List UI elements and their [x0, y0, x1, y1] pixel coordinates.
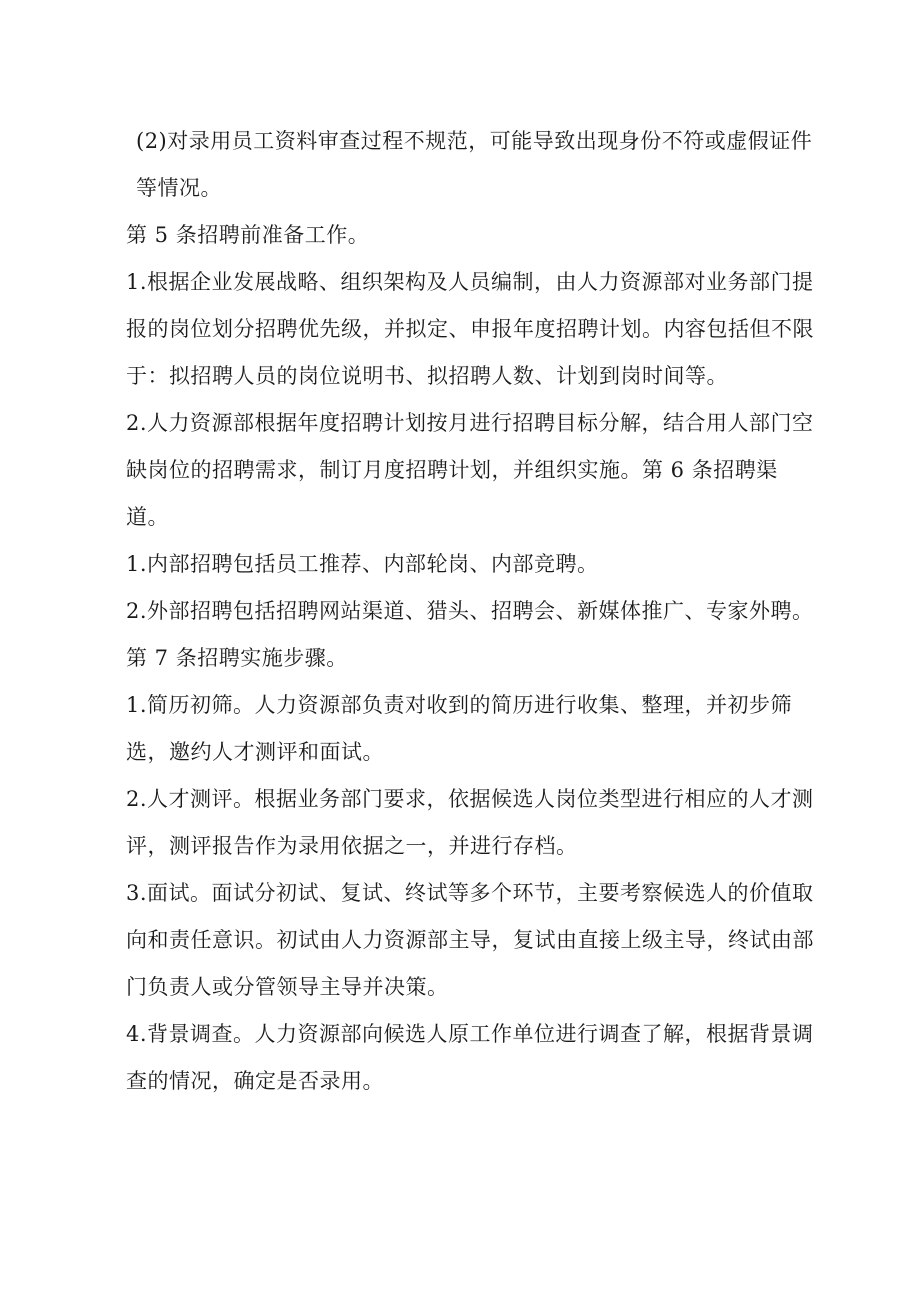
heading-article-5: 第 5 条招聘前准备工作。: [126, 223, 370, 247]
paragraph-annual-plan: 1.根据企业发展战略、组织架构及人员编制，由人力资源部对业务部门提报的岗位划分招聘优先级，并拟定、申报年度招聘计划。内容包括但不限于：拟招聘人员的岗位说明书、拟招聘人数、计划到岗时间等。: [126, 270, 814, 388]
paragraph-review-risk: (2)对录用员工资料审查过程不规范，可能导致出现身份不符或虚假证件等情况。: [136, 129, 813, 200]
paragraph-monthly-plan: 2.人力资源部根据年度招聘计划按月进行招聘目标分解，结合用人部门空缺岗位的招聘需求，制订月度招聘计划，并组织实施。第 6 条招聘渠道。: [126, 411, 814, 529]
paragraph-external-recruitment: 2.外部招聘包括招聘网站渠道、猎头、招聘会、新媒体推广、专家外聘。: [126, 599, 814, 623]
paragraph-background-check: 4.背景调查。人力资源部向候选人原工作单位进行调查了解，根据背景调查的情况，确定是否录用。: [126, 1022, 814, 1093]
paragraph-talent-assessment: 2.人才测评。根据业务部门要求，依据候选人岗位类型进行相应的人才测评，测评报告作为录用依据之一，并进行存档。: [126, 787, 814, 858]
paragraph-resume-screening: 1.简历初筛。人力资源部负责对收到的简历进行收集、整理，并初步筛选，邀约人才测评和面试。: [126, 693, 793, 764]
heading-article-7: 第 7 条招聘实施步骤。: [126, 646, 348, 670]
paragraph-internal-recruitment: 1.内部招聘包括员工推荐、内部轮岗、内部竞聘。: [126, 552, 599, 576]
paragraph-interview: 3.面试。面试分初试、复试、终试等多个环节，主要考察候选人的价值取向和责任意识。初试由人力资源部主导，复试由直接上级主导，终试由部门负责人或分管领导主导并决策。: [126, 881, 814, 999]
document-body: [126, 118, 816, 1105]
